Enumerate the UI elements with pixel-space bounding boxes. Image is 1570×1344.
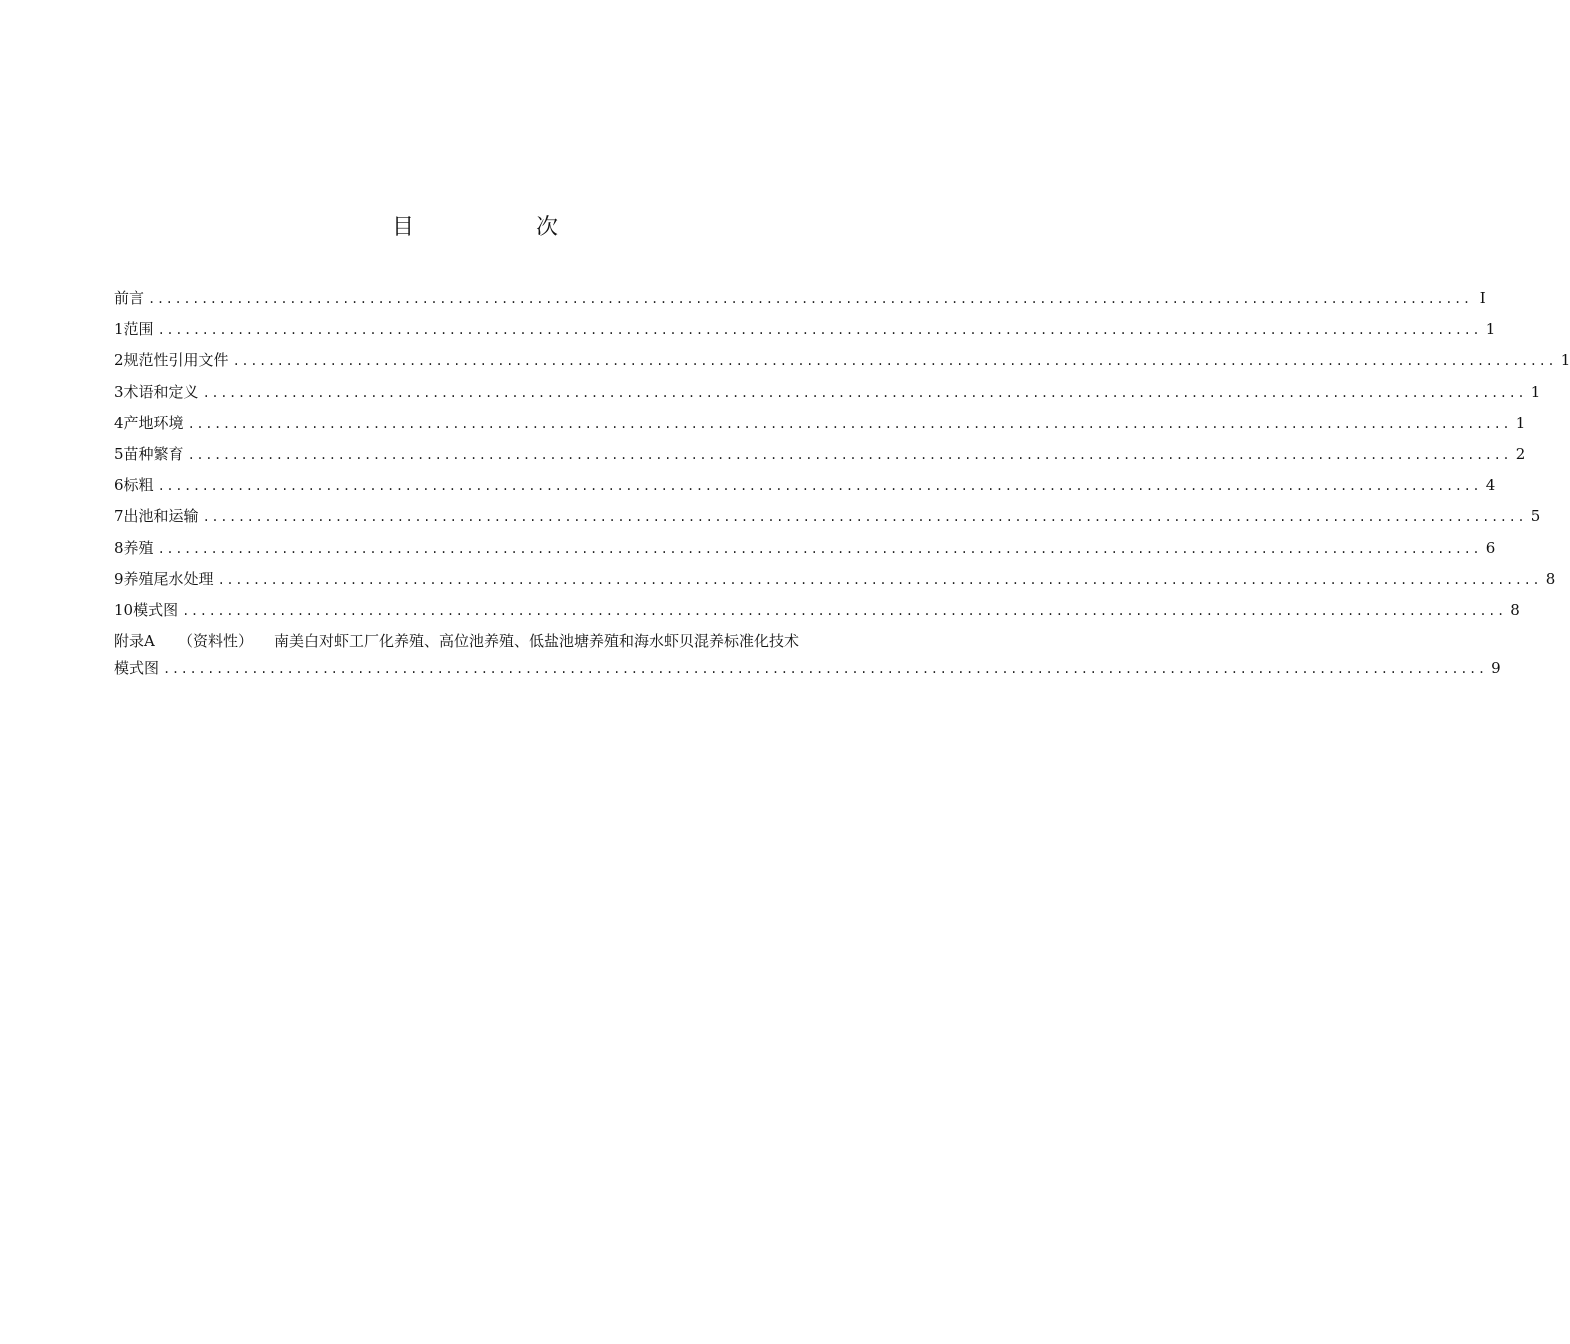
toc-leader: ...................................................................................................................................................... [157,323,1482,338]
toc-entry-8[interactable] [114,537,1496,568]
annex-title-line2: 模式图 [114,659,160,678]
toc-leader: ...................................................................................................................................................... [187,447,1512,462]
toc-label: 模式图 [133,600,179,619]
toc-label: 养殖 [123,538,154,557]
toc-page: 5 [1530,507,1541,526]
toc-entry-6[interactable] [114,474,1496,505]
toc-leader: ...................................................................................................................................................... [217,572,1542,587]
toc-entry-5[interactable] [114,443,1526,474]
toc-number: 6 [114,476,124,495]
toc-page: 9 [1491,659,1501,678]
toc-entry-2[interactable] [114,349,1570,380]
toc-label: 养殖尾水处理 [123,569,214,588]
toc-leader: ...................................................................................................................................................... [202,510,1527,525]
toc-page: 1 [1560,351,1570,370]
page-title: 目 次 [391,215,608,240]
toc-label: 标粗 [123,476,154,495]
toc-label: 术语和定义 [123,382,199,401]
toc-number: 5 [114,444,124,463]
toc-page: 2 [1515,444,1526,463]
toc-number: 10 [114,600,134,619]
toc-page: 1 [1485,320,1496,339]
toc-leader: ...................................................................................................................................................... [157,541,1482,556]
toc-number: 4 [114,413,124,432]
toc-number: 1 [114,320,124,339]
toc-leader: ...................................................................................................................................................... [182,603,1506,618]
toc-number: 8 [114,538,124,557]
toc-label: 范围 [123,320,154,339]
toc-number: 9 [114,569,124,588]
toc-label: 苗种繁育 [123,444,184,463]
toc-leader: ...................................................................................................................................................... [187,416,1512,431]
toc-entry-9[interactable] [114,568,1556,599]
toc-label: 规范性引用文件 [123,351,229,370]
annex-type: （资料性） [178,632,254,651]
toc-leader: ...................................................................................................................................................... [163,662,1487,677]
toc-entry-4[interactable] [114,412,1526,443]
toc-page: I [1479,289,1486,307]
toc-number: 3 [114,382,124,401]
toc-number: 7 [114,507,124,526]
toc-page: 6 [1485,538,1496,557]
annex-prefix: 附录A [114,632,155,651]
toc-page: 8 [1545,569,1556,588]
toc-number: 2 [114,351,124,370]
toc-leader: ...................................................................................................................................................... [157,479,1482,494]
toc-page: 1 [1515,413,1526,432]
toc-page: 8 [1510,600,1520,619]
toc-entry-annex-a[interactable] [114,630,1501,681]
toc-leader: ...................................................................................................................................................... [148,292,1472,306]
toc-label: 出池和运输 [123,507,199,526]
toc-page: 1 [1530,382,1541,401]
toc-entry-foreword[interactable] [114,287,1486,318]
toc-entry-3[interactable] [114,381,1541,412]
toc-leader: ...................................................................................................................................................... [232,354,1557,369]
toc-entry-7[interactable] [114,505,1541,536]
toc-page: 4 [1485,476,1496,495]
toc-leader: ...................................................................................................................................................... [202,385,1527,400]
toc-label: 产地环境 [123,413,184,432]
annex-title-line1: 南美白对虾工厂化养殖、高位池养殖、低盐池塘养殖和海水虾贝混养标准化技术 [274,632,800,651]
toc-entry-10[interactable] [114,599,1520,630]
toc-label: 前言 [114,289,145,307]
toc-entry-1[interactable] [114,318,1496,349]
table-of-contents [114,287,1570,681]
